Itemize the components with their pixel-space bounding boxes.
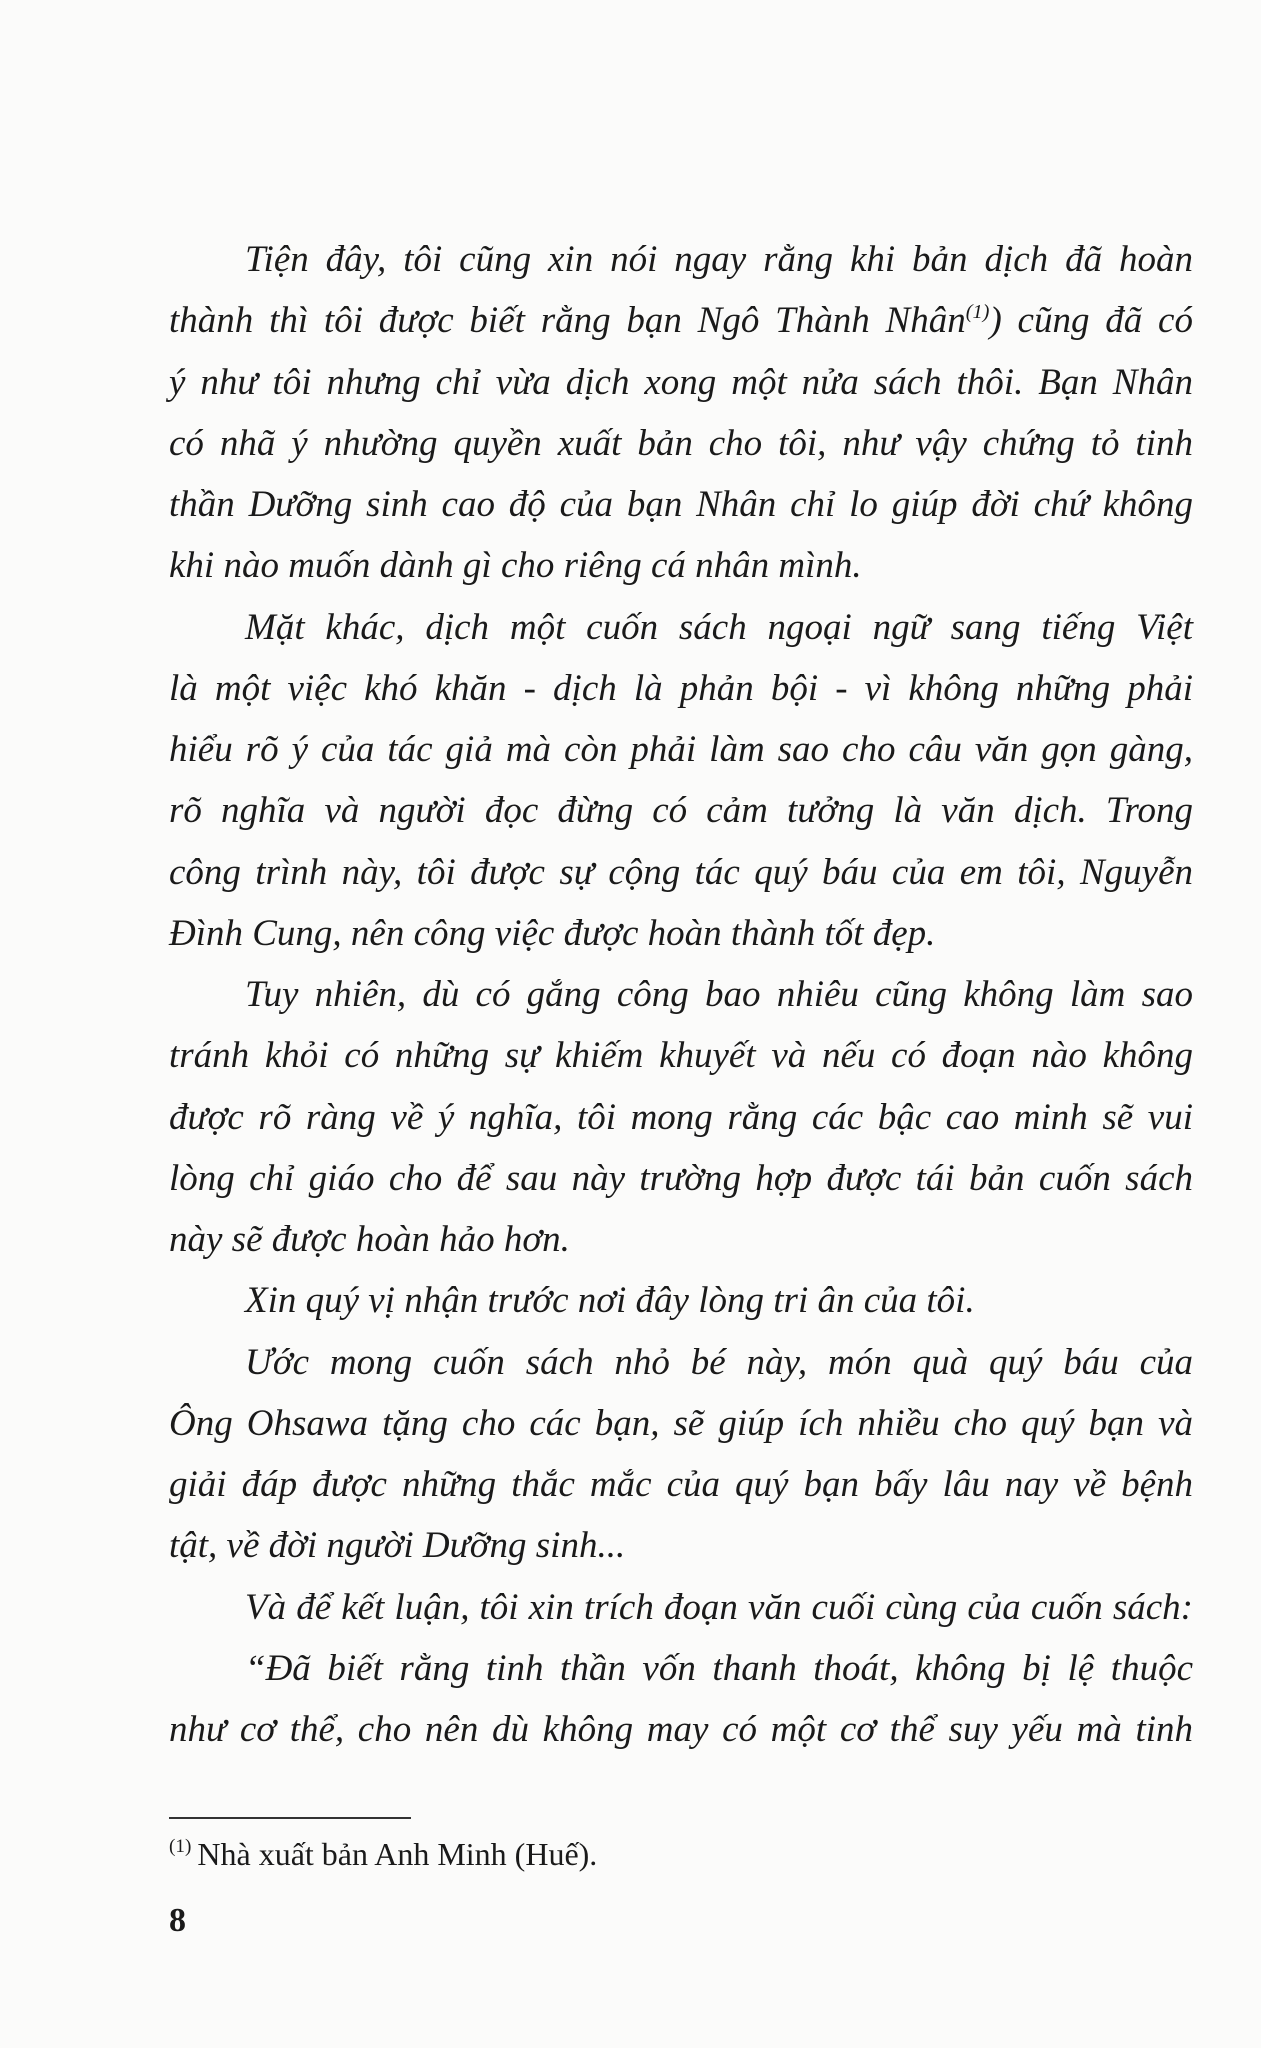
text-line: [169, 1699, 1193, 1760]
text-line-content: Ông Ohsawa tặng cho các bạn, sẽ giúp ích nhiều cho quý bạn và: [169, 1402, 1193, 1444]
text-line: [169, 719, 1193, 780]
text-line-content: hiểu rõ ý của tác giả mà còn phải làm sao cho câu văn gọn gàng,: [169, 729, 1193, 770]
footnote-marker: (1): [169, 1835, 192, 1857]
text-line-content: ý như tôi nhưng chỉ vừa dịch xong một nửa sách thôi. Bạn Nhân: [169, 361, 1193, 403]
text-line: [169, 1638, 1193, 1699]
page-number: 8: [169, 1902, 186, 1939]
text-line-content: tật, về đời người Dưỡng sinh...: [169, 1525, 626, 1567]
text-line: [169, 597, 1193, 658]
text-line: [169, 842, 1193, 903]
text-line: [169, 1515, 1193, 1576]
text-line-content: này sẽ được hoàn hảo hơn.: [169, 1219, 570, 1260]
text-line: [169, 229, 1193, 290]
text-line-content: lòng chỉ giáo cho để sau này trường hợp được tái bản cuốn sách: [169, 1157, 1193, 1199]
text-line-content: như cơ thể, cho nên dù không may có một cơ thể suy yếu mà tinh: [169, 1709, 1193, 1750]
text-line: [169, 352, 1193, 413]
text-line-content: khi nào muốn dành gì cho riêng cá nhân mình.: [169, 545, 862, 587]
footnote-divider: [169, 1817, 411, 1819]
text-line-content: giải đáp được những thắc mắc của quý bạn bấy lâu nay về bệnh: [169, 1464, 1193, 1505]
text-line: [169, 1454, 1193, 1515]
text-line-content: Tuy nhiên, dù có gắng công bao nhiêu cũng không làm sao: [245, 974, 1193, 1015]
text-line: [169, 1025, 1193, 1086]
text-line: [169, 413, 1193, 474]
text-line-content: là một việc khó khăn - dịch là phản bội - vì không những phải: [169, 667, 1193, 709]
text-line: [169, 903, 1193, 964]
text-line-content: Tiện đây, tôi cũng xin nói ngay rằng khi bản dịch đã hoàn: [245, 239, 1193, 280]
text-line-content: Và để kết luận, tôi xin trích đoạn văn cuối cùng của cuốn sách:: [245, 1586, 1193, 1628]
text-line: [169, 780, 1193, 841]
text-line-content: có nhã ý nhường quyền xuất bản cho tôi, như vậy chứng tỏ tinh: [169, 422, 1193, 464]
text-line-content: công trình này, tôi được sự cộng tác quý báu của em tôi, Nguyễn: [169, 851, 1193, 893]
text-line: [169, 290, 1193, 351]
text-line-content: Đình Cung, nên công việc được hoàn thành tốt đẹp.: [169, 912, 936, 954]
text-line-content: Xin quý vị nhận trước nơi đây lòng tri ân của tôi.: [245, 1280, 975, 1322]
text-line: [169, 535, 1193, 596]
text-line: [169, 1148, 1193, 1209]
text-line: [169, 1270, 1193, 1331]
text-line-content: tránh khỏi có những sự khiếm khuyết và nếu có đoạn nào không: [169, 1035, 1193, 1077]
text-line: [169, 658, 1193, 719]
text-line-content: thần Dưỡng sinh cao độ của bạn Nhân chỉ lo giúp đời chứ không: [169, 484, 1193, 525]
text-line-content: Mặt khác, dịch một cuốn sách ngoại ngữ sang tiếng Việt: [245, 606, 1193, 648]
text-line: [169, 1332, 1193, 1393]
text-line: [169, 474, 1193, 535]
footnote-reference: (1): [965, 301, 990, 324]
text-line-content: Ước mong cuốn sách nhỏ bé này, món quà quý báu của: [245, 1341, 1193, 1383]
text-line-content: “Đã biết rằng tinh thần vốn thanh thoát, không bị lệ thuộc: [245, 1647, 1193, 1689]
text-line-continuation: ) cũng đã có: [989, 300, 1193, 342]
text-line-content: thành thì tôi được biết rằng bạn Ngô Thành Nhân: [169, 300, 966, 342]
text-line: [169, 1087, 1193, 1148]
text-line: [169, 1577, 1193, 1638]
text-line: [169, 1209, 1193, 1270]
footnote-text: Nhà xuất bản Anh Minh (Huế).: [197, 1836, 598, 1872]
text-line-content: rõ nghĩa và người đọc đừng có cảm tưởng là văn dịch. Trong: [169, 790, 1193, 832]
text-line: [169, 964, 1193, 1025]
footnote: [169, 1836, 597, 1873]
text-line: [169, 1393, 1193, 1454]
body-text: [169, 229, 1193, 1760]
text-line-content: được rõ ràng về ý nghĩa, tôi mong rằng các bậc cao minh sẽ vui: [169, 1096, 1193, 1138]
